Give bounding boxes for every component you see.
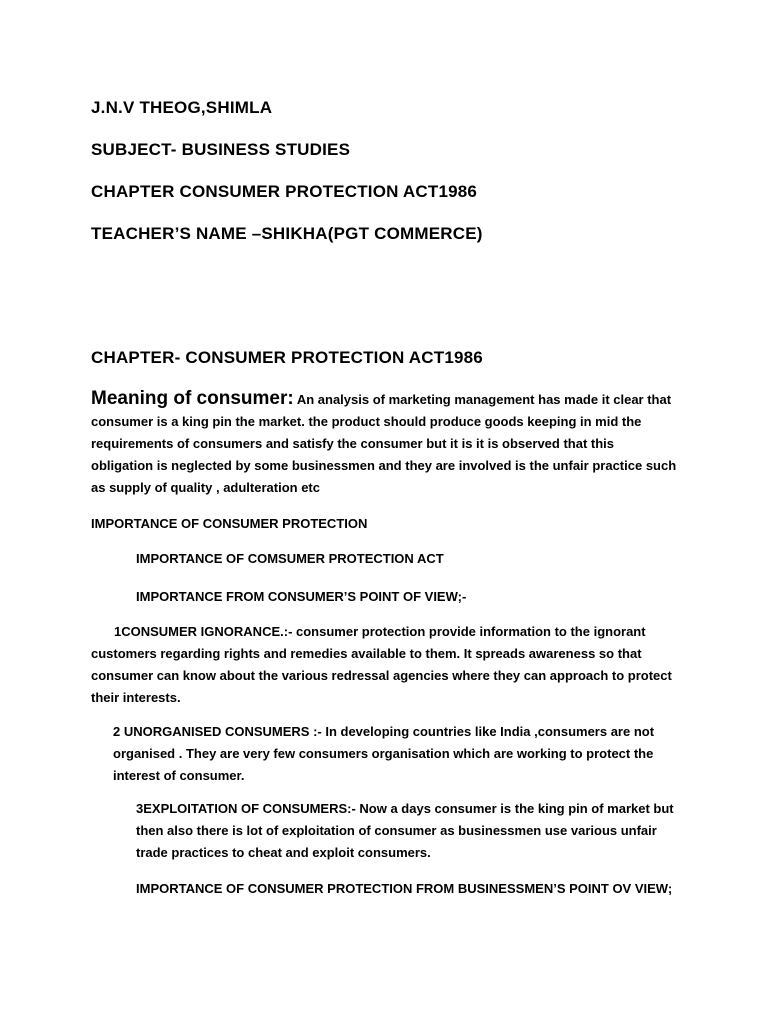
meaning-line-4: obligation is neglected by some businessmen and they are involved is the unfair practice such <box>91 458 677 473</box>
meaning-paragraph <box>91 388 691 499</box>
chapter-heading: CHAPTER- CONSUMER PROTECTION ACT1986 <box>91 348 483 367</box>
meaning-title: Meaning of consumer: <box>91 388 294 409</box>
point-1-paragraph <box>91 621 691 709</box>
importance-heading: IMPORTANCE OF CONSUMER PROTECTION <box>91 516 368 531</box>
point-2-line-1: 2 UNORGANISED CONSUMERS :- In developing countries like India ,consumers are not <box>113 724 655 739</box>
point-3-paragraph <box>136 798 696 864</box>
meaning-line-2: consumer is a king pin the market. the product should produce goods keeping in mid the <box>91 414 642 429</box>
importance-act-heading: IMPORTANCE OF COMSUMER PROTECTION ACT <box>136 551 444 566</box>
consumer-pov-heading: IMPORTANCE FROM CONSUMER’S POINT OF VIEW;- <box>136 589 467 604</box>
point-1-line-3: consumer can know about the various redressal agencies where they can approach to protect <box>91 668 672 683</box>
point-1-line-4: their interests. <box>91 690 181 705</box>
point-2-paragraph <box>113 721 693 787</box>
point-1-line-2: customers regarding rights and remedies available to them. It spreads awareness so that <box>91 646 642 661</box>
subject-line: SUBJECT- BUSINESS STUDIES <box>91 140 351 159</box>
chapter-line: CHAPTER CONSUMER PROTECTION ACT1986 <box>91 182 478 201</box>
meaning-line-1: An analysis of marketing management has made it clear that <box>296 392 672 407</box>
point-3-line-2: then also there is lot of exploitation of consumer as businessmen use various unfair <box>136 823 657 838</box>
point-3-line-1: 3EXPLOITATION OF CONSUMERS:- Now a days consumer is the king pin of market but <box>136 801 674 816</box>
point-2-line-3: interest of consumer. <box>113 768 245 783</box>
meaning-line-3: requirements of consumers and satisfy the consumer but it is it is observed that this <box>91 436 615 451</box>
business-pov-heading: IMPORTANCE OF CONSUMER PROTECTION FROM BUSINESSMEN’S POINT OV VIEW; <box>136 881 673 896</box>
point-3-line-3: trade practices to cheat and exploit consumers. <box>136 845 431 860</box>
meaning-line-5: as supply of quality , adulteration etc <box>91 480 320 495</box>
point-1-line-1: 1CONSUMER IGNORANCE.:- consumer protection provide information to the ignorant <box>114 624 646 639</box>
school-name: J.N.V THEOG,SHIMLA <box>91 98 273 117</box>
teacher-line: TEACHER’S NAME –SHIKHA(PGT COMMERCE) <box>91 224 483 243</box>
point-2-line-2: organised . They are very few consumers organisation which are working to protect the <box>113 746 654 761</box>
